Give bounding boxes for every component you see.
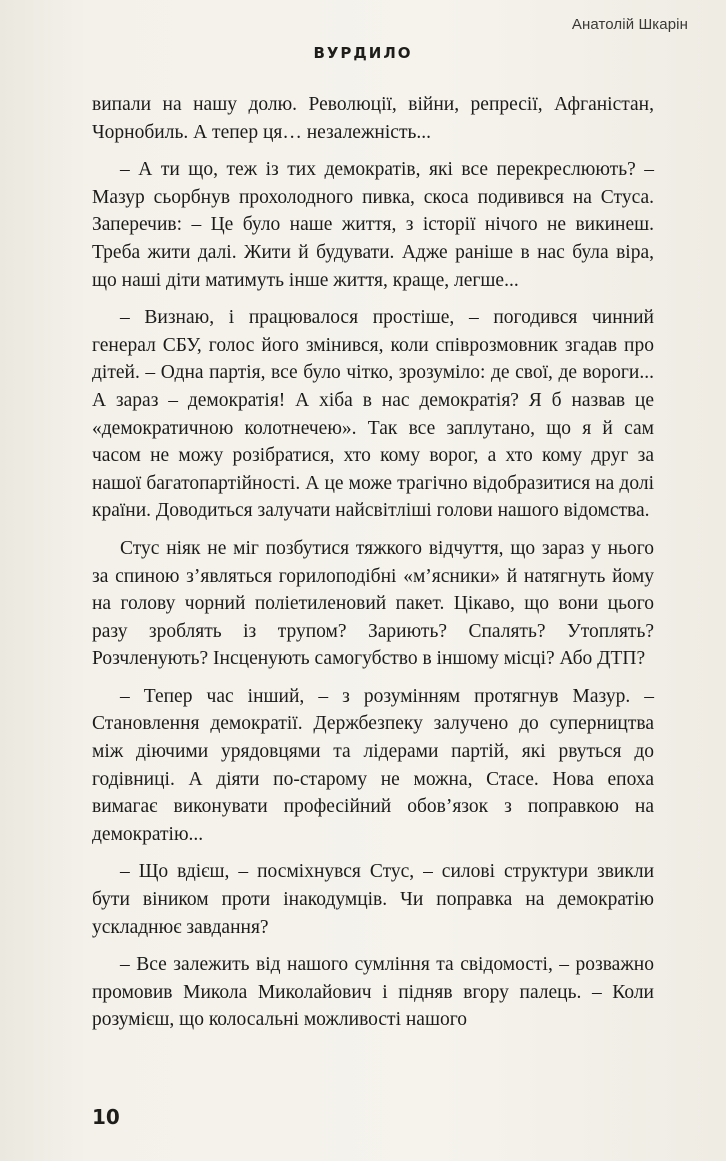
paragraph: – Все залежить від нашого сумління та свідомості, – розважно промовив Микола Миколайович і підняв вгору палець. – Коли розумієш, що колосальні можливості нашого	[92, 954, 654, 1031]
paragraph: випали на нашу долю. Революції, війни, репресії, Афганістан, Чорнобиль. А тепер ця… незалежність...	[92, 94, 654, 143]
paragraph: – Що вдієш, – посміхнувся Стус, – силові структури звикли бути віником проти інакодумців. Чи поправка на демократію ускладнює завдання?	[92, 861, 654, 938]
page-number: 10	[92, 1105, 120, 1129]
paragraph: – Тепер час інший, – з розумінням протягнув Мазур. – Становлення демократії. Держбезпеку залучено до суперництва між діючими урядовцями та лідерами партій, які рвуться до годівниці. А діяти по-старому не можна, Стасе. Нова епоха вимагає виконувати професійний обов’язок з поправкою на демократію...	[92, 685, 654, 845]
paragraph: Стус ніяк не міг позбутися тяжкого відчуття, що зараз у нього за спиною з’являться горилоподібні «м’ясники» й натягнуть йому на голову чорний поліетиленовий пакет. Цікаво, що вони цього разу зроблять із трупом? Зариють? Спалять? Утоплять? Розчленують? Інсценують самогубство в іншому місці? Або ДТП?	[92, 537, 654, 670]
running-header-title: ВУРДИЛО	[313, 44, 413, 62]
body-text	[92, 91, 654, 1044]
running-header-author: Анатолій Шкарін	[571, 16, 688, 33]
paragraph: – Визнаю, і працювалося простіше, – погодився чинний генерал СБУ, голос його змінився, коли співрозмовник згадав про дітей. – Одна партія, все було чітко, зрозуміло: де свої, де вороги... А зараз – демократія! А хіба в нас демократія? Я б назвав це «демократичною колотнечею». Так все заплутано, що я й сам часом не можу розібратися, хто кому ворог, а хто кому друг за нашої багатопартійності. А це може трагічно відобразитися на долі країни. Доводиться залучати найсвітліші голови нашого відомства.	[92, 307, 654, 522]
paragraph: – А ти що, теж із тих демократів, які все перекреслюють? – Мазур сьорбнув прохолодного пивка, скоса подивився на Стуса. Заперечив: – Це було наше життя, з історії нічого не викинеш. Треба жити далі. Жити й будувати. Адже раніше в нас була віра, що наші діти матимуть інше життя, краще, легше...	[92, 159, 654, 291]
